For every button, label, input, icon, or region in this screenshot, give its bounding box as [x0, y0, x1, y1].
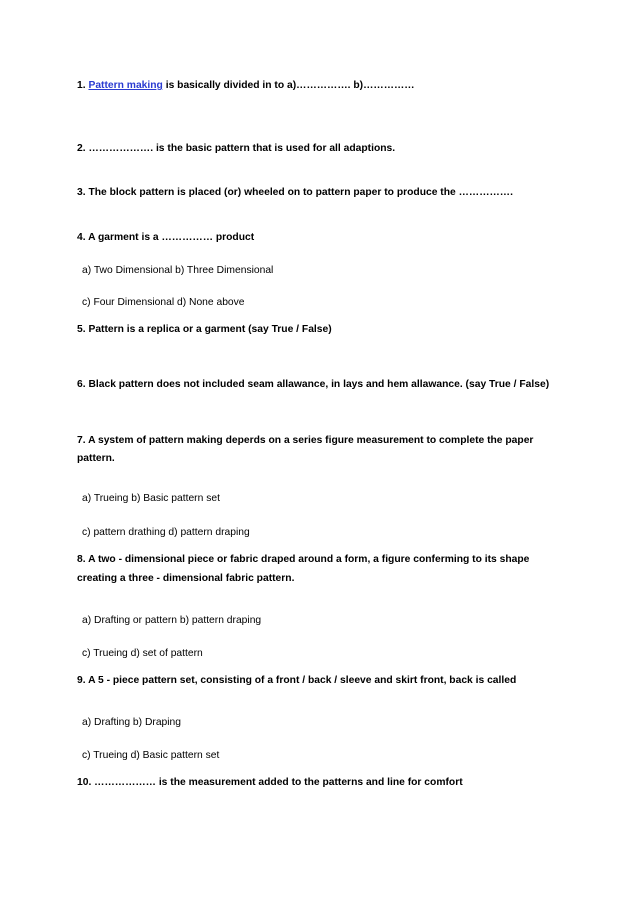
question-5: 5. Pattern is a replica or a garment (say True / False) [77, 324, 332, 335]
question-1-prefix: 1. [77, 80, 89, 91]
question-8-options-cd: c) Trueing d) set of pattern [82, 648, 203, 659]
question-9: 9. A 5 - piece pattern set, consisting of a front / back / sleeve and skirt front, back is called [77, 675, 517, 686]
question-2: 2. ………………. is the basic pattern that is used for all adaptions. [77, 143, 396, 154]
question-8-options-ab: a) Drafting or pattern b) pattern draping [82, 615, 262, 626]
question-3: 3. The block pattern is placed (or) wheeled on to pattern paper to produce the ……………. [77, 187, 513, 198]
question-4: 4. A garment is a …………… product [77, 232, 255, 243]
question-7-options-ab: a) Trueing b) Basic pattern set [82, 493, 220, 504]
question-4-options-ab: a) Two Dimensional b) Three Dimensional [82, 265, 274, 276]
question-7-options-cd: c) pattern drathing d) pattern draping [82, 527, 250, 538]
question-9-options-ab: a) Drafting b) Draping [82, 717, 182, 728]
question-8-line-2: creating a three - dimensional fabric pattern. [77, 573, 295, 584]
question-9-options-cd: c) Trueing d) Basic pattern set [82, 750, 220, 761]
question-1 [77, 79, 415, 93]
question-6: 6. Black pattern does not included seam allawance, in lays and hem allawance. (say True / False) [77, 379, 550, 390]
question-8-line-1: 8. A two - dimensional piece or fabric draped around a form, a figure conferming to its shape [77, 554, 530, 565]
question-10: 10. ……………… is the measurement added to the patterns and line for comfort [77, 777, 463, 788]
question-4-options-cd: c) Four Dimensional d) None above [82, 297, 245, 308]
pattern-making-link[interactable]: Pattern making [88, 80, 163, 91]
question-1-rest: is basically divided in to a)……………. b)…………… [162, 80, 415, 91]
question-7-line-2: pattern. [77, 453, 115, 464]
question-7-line-1: 7. A system of pattern making deperds on a series figure measurement to complete the paper [77, 435, 534, 446]
